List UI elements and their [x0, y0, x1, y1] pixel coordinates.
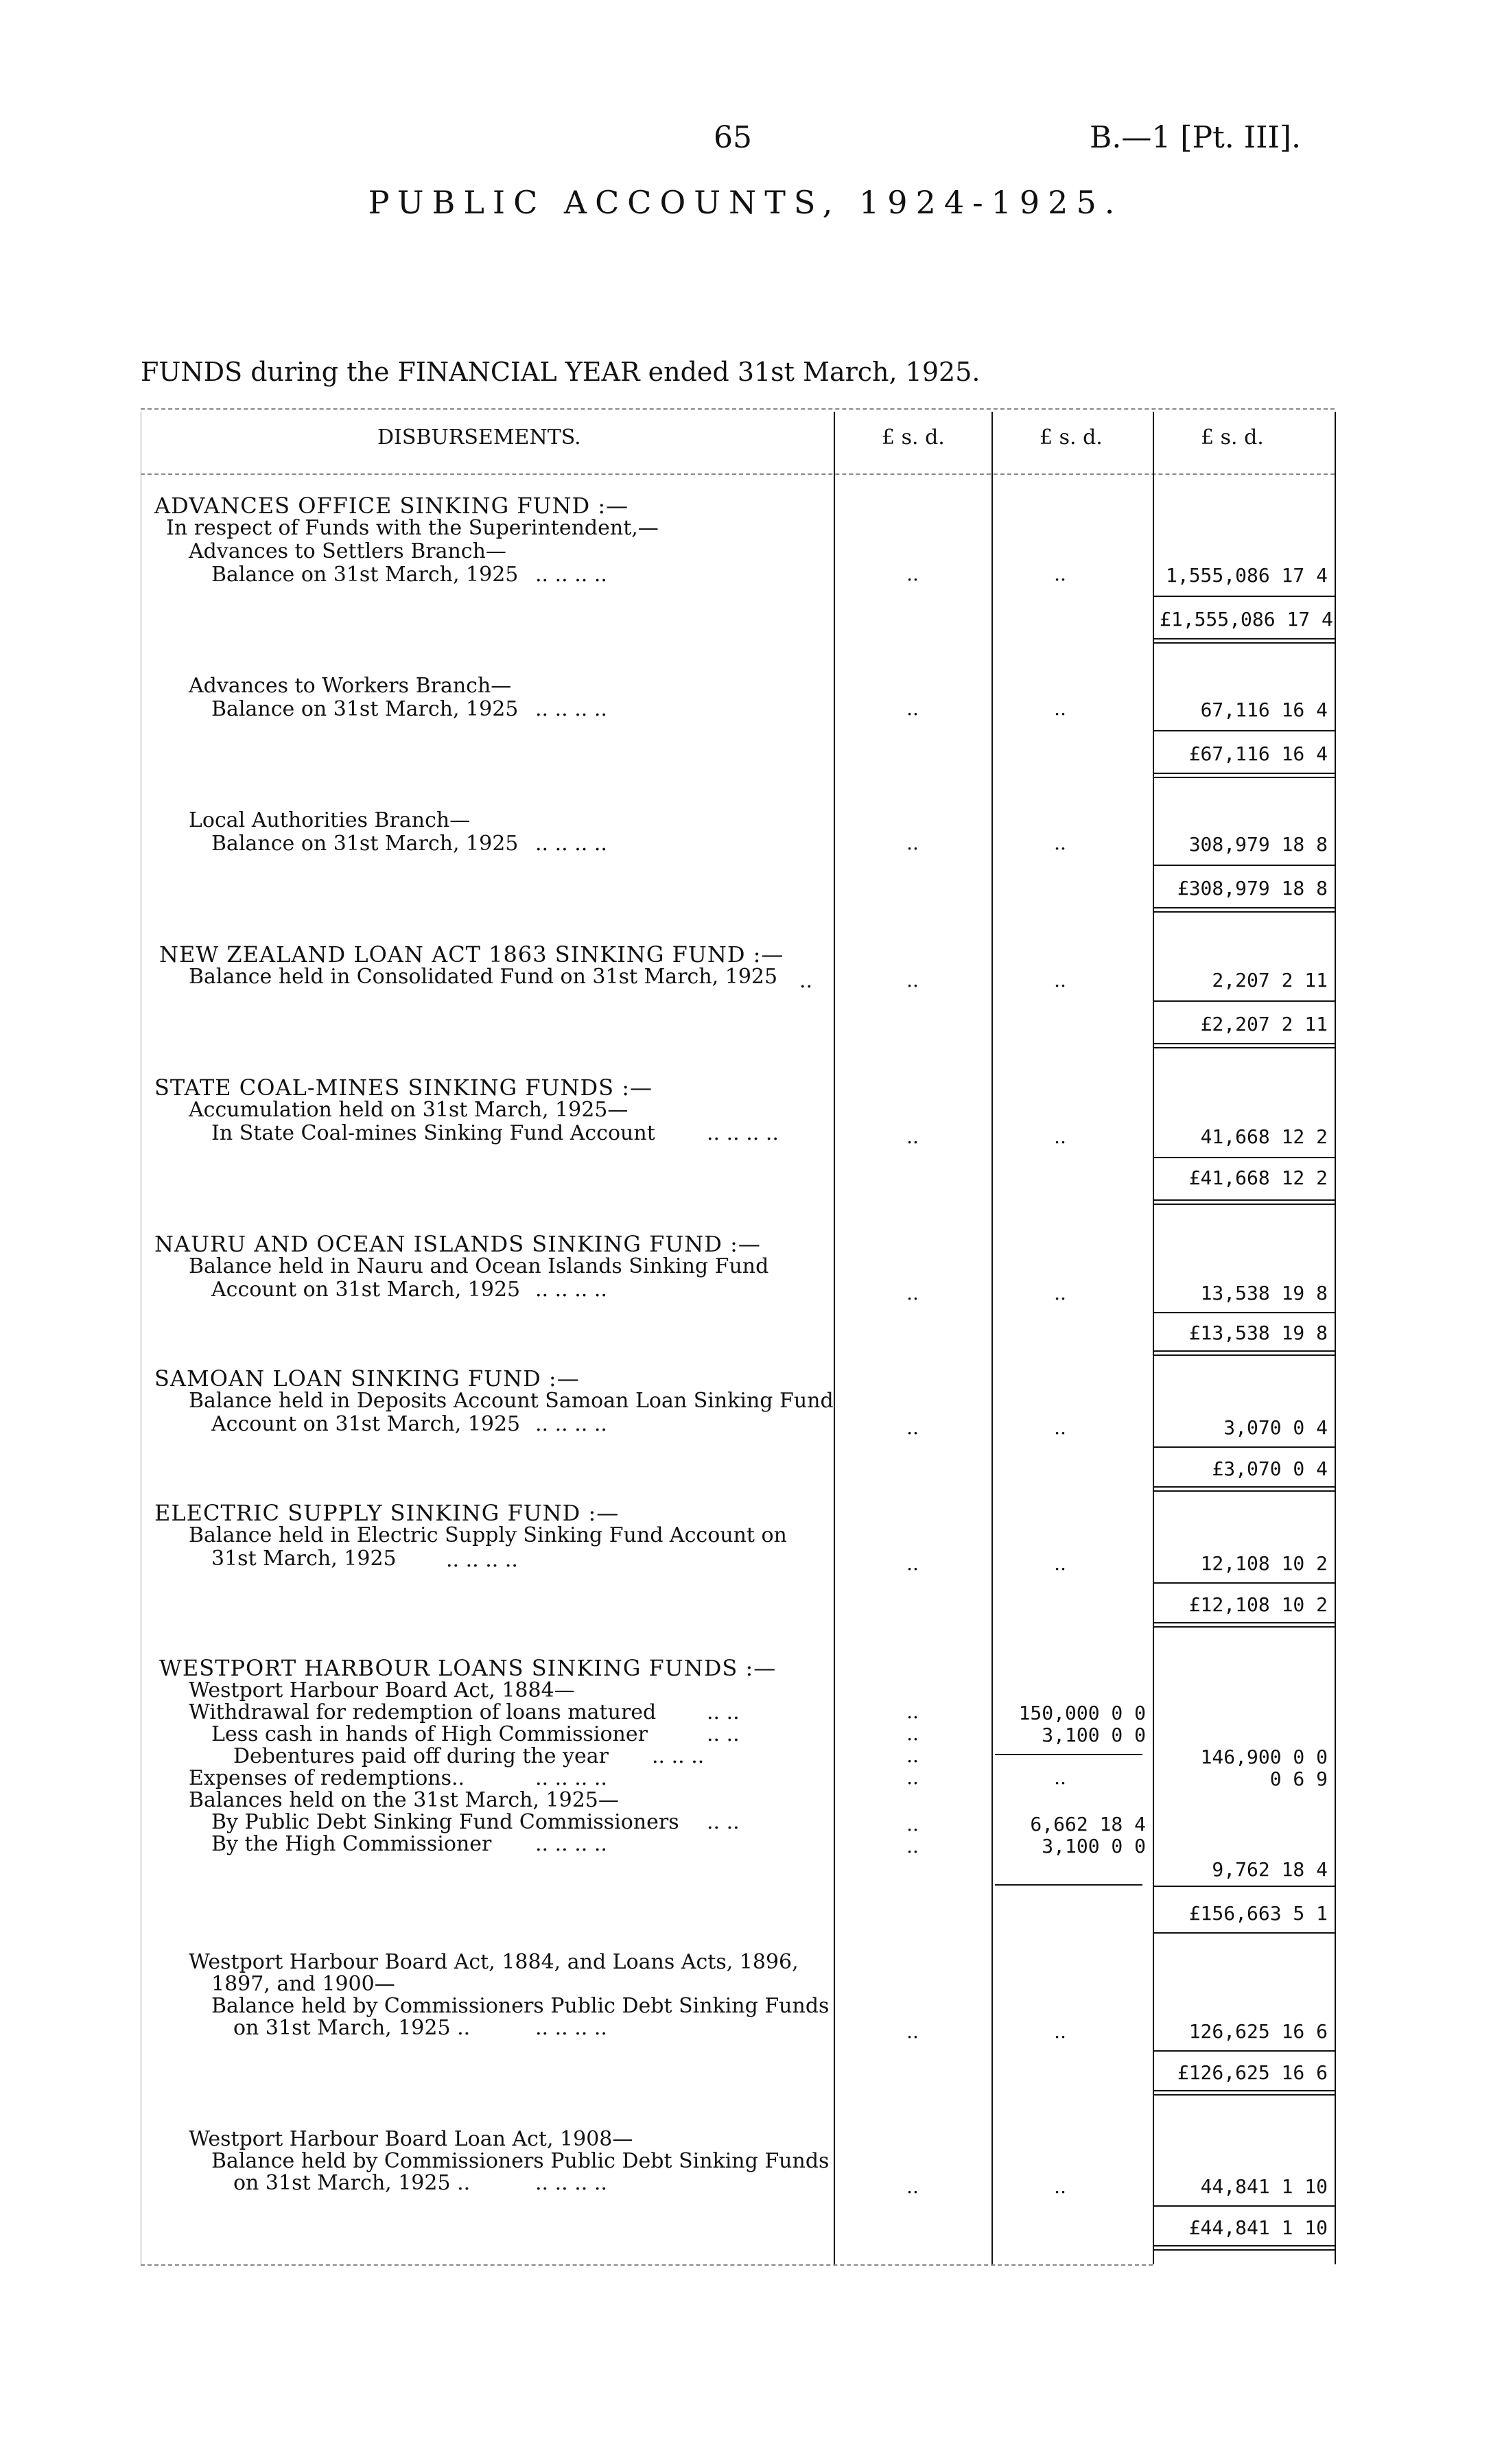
- empty-col2: ..: [1054, 563, 1066, 585]
- double-rule: [1153, 1043, 1335, 1044]
- section-line: Account on 31st March, 1925: [211, 1278, 521, 1302]
- section-heading: ADVANCES OFFICE SINKING FUND :—: [154, 493, 629, 519]
- total-rule: [1153, 1886, 1335, 1887]
- act-1908-total: £44,841 1 10: [1188, 2216, 1328, 2239]
- act-1908-amount: 44,841 1 10: [1200, 2175, 1328, 2198]
- column-header-col2: £ s. d.: [1040, 425, 1103, 449]
- empty-col1: ..: [906, 832, 919, 854]
- withdrawal-amount: 150,000 0 0: [1018, 1702, 1146, 1724]
- double-rule: [1153, 2245, 1335, 2246]
- double-rule: [1153, 2249, 1335, 2251]
- document-reference: B.—1 [Pt. III].: [1090, 120, 1302, 155]
- total-rule: [1153, 1932, 1335, 1934]
- section-heading: STATE COAL-MINES SINKING FUNDS :—: [154, 1075, 653, 1101]
- westport-act-1884: Westport Harbour Board Act, 1884—: [189, 1678, 575, 1702]
- by-hc-line: By the High Commissioner: [211, 1832, 492, 1856]
- leader-dots: .. ..: [707, 1810, 740, 1834]
- double-rule: [1153, 911, 1335, 913]
- debentures-line: Debentures paid off during the year: [233, 1744, 609, 1768]
- leader-dots: .. .. ..: [652, 1744, 705, 1768]
- total-rule: [1153, 1157, 1335, 1158]
- total-rule: [1153, 1582, 1335, 1584]
- section-total: £2,207 2 11: [1200, 1013, 1328, 1035]
- leader-dots: .. ..: [707, 1722, 740, 1746]
- empty-col1: ..: [906, 1700, 919, 1723]
- table-bottom-rule: [141, 2264, 1153, 2266]
- leader-dots: .. .. .. ..: [707, 1121, 779, 1145]
- section-line: Local Authorities Branch—: [189, 808, 471, 832]
- page-title: PUBLIC ACCOUNTS, 1924-1925.: [368, 184, 1123, 221]
- header-bottom-rule: [141, 473, 1335, 475]
- total-rule: [1153, 1446, 1335, 1448]
- leader-dots: .. .. .. ..: [535, 697, 607, 721]
- empty-col1: ..: [906, 1744, 919, 1767]
- balances-total: 9,762 18 4: [1212, 1858, 1328, 1881]
- total-rule: [1153, 1000, 1335, 1002]
- leader-dots: .. .. .. ..: [535, 563, 607, 587]
- amount-balance: 67,116 16 4: [1200, 699, 1328, 721]
- total-rule: [1153, 1312, 1335, 1313]
- leader-dots: .. .. .. ..: [535, 832, 607, 856]
- withdrawal-line: Withdrawal for redemption of loans matured: [189, 1700, 657, 1724]
- less-cash-amount: 3,100 0 0: [1042, 1724, 1146, 1746]
- empty-col2: ..: [1054, 2175, 1066, 2198]
- section-line: Balance on 31st March, 1925: [211, 697, 519, 721]
- double-rule: [1153, 1486, 1335, 1488]
- section-heading: SAMOAN LOAN SINKING FUND :—: [154, 1365, 580, 1392]
- section-heading: ELECTRIC SUPPLY SINKING FUND :—: [154, 1500, 620, 1526]
- by-pdsfc-line: By Public Debt Sinking Fund Commissioners: [211, 1810, 679, 1834]
- double-rule: [1153, 777, 1335, 778]
- total-rule: [1153, 730, 1335, 731]
- column-divider-2: [991, 412, 993, 2264]
- double-rule: [1153, 773, 1335, 774]
- leader-dots: .. .. .. ..: [535, 1278, 607, 1302]
- act-1896-line: Westport Harbour Board Act, 1884, and Loans Acts, 1896,: [189, 1950, 799, 1974]
- leader-dots: .. .. .. ..: [535, 1766, 607, 1790]
- section-line: Balance on 31st March, 1925: [211, 563, 519, 587]
- amount-balance: 2,207 2 11: [1212, 969, 1328, 992]
- section-total: £12,108 10 2: [1188, 1593, 1328, 1616]
- section-total: £67,116 16 4: [1188, 742, 1328, 765]
- section-line: Balance on 31st March, 1925: [211, 832, 519, 856]
- section-line: In State Coal-mines Sinking Fund Account: [211, 1121, 655, 1145]
- double-rule: [1153, 907, 1335, 908]
- total-rule: [1153, 865, 1335, 866]
- less-cash-line: Less cash in hands of High Commissioner: [211, 1722, 648, 1746]
- section-total: £3,070 0 4: [1212, 1457, 1328, 1480]
- total-rule: [1153, 596, 1335, 597]
- double-rule: [1153, 638, 1335, 640]
- empty-col1: ..: [906, 2175, 919, 2198]
- amount-balance: 3,070 0 4: [1223, 1416, 1328, 1439]
- empty-col1: ..: [906, 1813, 919, 1835]
- amount-balance: 13,538 19 8: [1200, 1282, 1328, 1304]
- double-rule: [1153, 1622, 1335, 1623]
- section-line: Balance held in Electric Supply Sinking Fund Account on: [189, 1523, 787, 1547]
- empty-col1: ..: [906, 697, 919, 720]
- section-heading: WESTPORT HARBOUR LOANS SINKING FUNDS :—: [159, 1655, 777, 1681]
- balances-line: Balances held on the 31st March, 1925—: [189, 1788, 619, 1812]
- expenses-line: Expenses of redemptions..: [189, 1766, 465, 1790]
- column-header-col3: £ s. d.: [1201, 425, 1264, 449]
- leader-dots: ..: [799, 969, 813, 993]
- column-divider-3: [1153, 412, 1154, 2264]
- double-rule: [1153, 642, 1335, 644]
- empty-col2: ..: [1054, 1125, 1066, 1148]
- act-1896-line: on 31st March, 1925 ..: [233, 2016, 471, 2040]
- leader-dots: .. .. .. ..: [535, 2171, 607, 2195]
- section-total: £308,979 18 8: [1177, 877, 1328, 900]
- section-line: Advances to Workers Branch—: [189, 674, 512, 698]
- section-line: 31st March, 1925: [211, 1547, 397, 1571]
- section-line: Accumulation held on 31st March, 1925—: [189, 1098, 629, 1122]
- page-number: 65: [714, 120, 752, 155]
- section-total: £1,555,086 17 4: [1160, 608, 1333, 631]
- double-rule: [1153, 1354, 1335, 1356]
- empty-col2: ..: [1054, 832, 1066, 854]
- amount-balance: 1,555,086 17 4: [1165, 564, 1328, 587]
- section-line: Advances to Settlers Branch—: [189, 539, 506, 563]
- section-total: £13,538 19 8: [1188, 1322, 1328, 1344]
- section-line: In respect of Funds with the Superintendent,—: [166, 516, 659, 540]
- section-heading: NAURU AND OCEAN ISLANDS SINKING FUND :—: [154, 1231, 761, 1257]
- table-top-rule: [141, 408, 1335, 410]
- section-total: £41,668 12 2: [1188, 1166, 1328, 1189]
- empty-col1: ..: [906, 1416, 919, 1439]
- act-1896-line: Balance held by Commissioners Public Debt Sinking Funds: [211, 1994, 830, 2018]
- section-line: Balance held in Consolidated Fund on 31st March, 1925: [189, 965, 778, 989]
- act-1896-amount: 126,625 16 6: [1188, 2020, 1328, 2043]
- subtotal-rule: [995, 1754, 1142, 1755]
- double-rule: [1153, 1047, 1335, 1048]
- by-hc-amount: 3,100 0 0: [1042, 1835, 1146, 1857]
- empty-col1: ..: [906, 969, 919, 992]
- expenses-amount: 0 6 9: [1269, 1768, 1328, 1790]
- section-line: Balance held in Deposits Account Samoan Loan Sinking Fund: [189, 1389, 834, 1413]
- empty-col1: ..: [906, 1282, 919, 1304]
- double-rule: [1153, 2094, 1335, 2096]
- section-line: Account on 31st March, 1925: [211, 1412, 521, 1436]
- leader-dots: .. .. .. ..: [446, 1548, 518, 1572]
- double-rule: [1153, 1199, 1335, 1201]
- empty-col2: ..: [1054, 2020, 1066, 2043]
- empty-col1: ..: [906, 1835, 919, 1857]
- empty-col1: ..: [906, 2020, 919, 2043]
- table-subtitle: FUNDS during the FINANCIAL YEAR ended 31st March, 1925.: [141, 357, 981, 387]
- act-1896-line: 1897, and 1900—: [211, 1972, 395, 1996]
- westport-1884-total: £156,663 5 1: [1188, 1902, 1328, 1925]
- amount-balance: 41,668 12 2: [1200, 1125, 1328, 1148]
- empty-col1: ..: [906, 1552, 919, 1575]
- amount-balance: 12,108 10 2: [1200, 1552, 1328, 1575]
- empty-col1: ..: [906, 563, 919, 585]
- empty-col2: ..: [1054, 1552, 1066, 1575]
- leader-dots: .. .. .. ..: [535, 2016, 607, 2040]
- empty-col2: ..: [1054, 1282, 1066, 1304]
- double-rule: [1153, 1204, 1335, 1205]
- leader-dots: .. .. .. ..: [535, 1412, 607, 1436]
- column-header-disbursements: DISBURSEMENTS.: [377, 425, 581, 449]
- empty-col1: ..: [906, 1722, 919, 1745]
- double-rule: [1153, 1626, 1335, 1628]
- leader-dots: .. ..: [707, 1700, 740, 1724]
- subtotal-rule: [995, 1884, 1142, 1886]
- act-1908-line: Westport Harbour Board Loan Act, 1908—: [189, 2127, 633, 2151]
- act-1908-line: on 31st March, 1925 ..: [233, 2171, 471, 2195]
- debentures-amount: 146,900 0 0: [1200, 1746, 1328, 1768]
- amount-balance: 308,979 18 8: [1188, 833, 1328, 856]
- empty-col2: ..: [1054, 969, 1066, 992]
- total-rule: [1153, 2050, 1335, 2052]
- empty-col2: ..: [1054, 1416, 1066, 1439]
- section-line: Balance held in Nauru and Ocean Islands Sinking Fund: [189, 1254, 769, 1278]
- empty-col2: ..: [1054, 697, 1066, 720]
- act-1908-line: Balance held by Commissioners Public Debt Sinking Funds: [211, 2149, 830, 2173]
- double-rule: [1153, 1350, 1335, 1352]
- double-rule: [1153, 2090, 1335, 2091]
- column-header-col1: £ s. d.: [882, 425, 945, 449]
- column-divider-4: [1335, 412, 1336, 2264]
- column-divider-1: [834, 412, 835, 2264]
- empty-col1: ..: [906, 1125, 919, 1148]
- double-rule: [1153, 1490, 1335, 1492]
- act-1896-total: £126,625 16 6: [1177, 2061, 1328, 2084]
- total-rule: [1153, 2205, 1335, 2207]
- leader-dots: .. .. .. ..: [535, 1832, 607, 1856]
- by-pdsfc-amount: 6,662 18 4: [1030, 1813, 1146, 1835]
- empty-col2: ..: [1054, 1766, 1066, 1789]
- section-heading: NEW ZEALAND LOAN ACT 1863 SINKING FUND :—: [159, 941, 784, 967]
- empty-col1: ..: [906, 1766, 919, 1789]
